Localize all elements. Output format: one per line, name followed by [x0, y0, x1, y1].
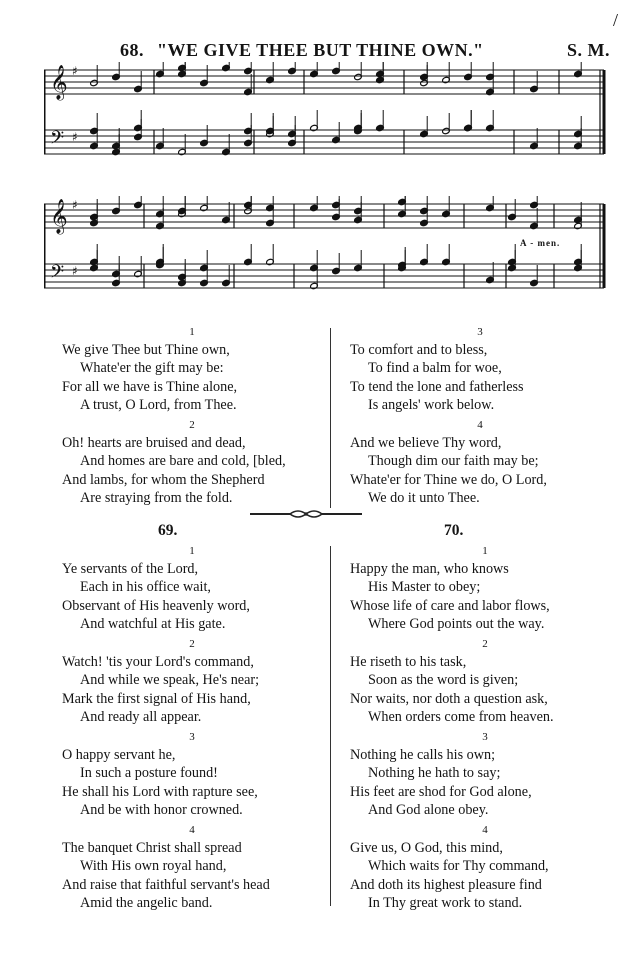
hymn-68-number: 68. [120, 40, 144, 60]
verse-line: And raise that faithful servant's head [62, 876, 270, 893]
stanza-number: 4 [477, 418, 483, 431]
column-divider-top [330, 328, 331, 508]
verse-line: Though dim our faith may be; [368, 453, 539, 470]
verse-line: Amid the angelic band. [80, 895, 213, 912]
verse-line: To tend the lone and fatherless [350, 378, 524, 395]
stanza-number: 3 [189, 730, 195, 743]
verse-line: He riseth to his task, [350, 653, 467, 670]
verse-line: When orders come from heaven. [368, 709, 554, 726]
verse-line: Whate'er the gift may be: [80, 360, 224, 377]
hymn-69-number: 69. [158, 522, 178, 539]
verse-line: Mark the first signal of His hand, [62, 690, 251, 707]
hymn-70-column [350, 541, 620, 913]
verse-line: Soon as the word is given; [368, 672, 519, 689]
hymn-68-title: "WE GIVE THEE BUT THINE OWN." [157, 40, 484, 60]
score-system-2-svg [44, 196, 610, 316]
column-divider-bottom [330, 546, 331, 906]
treble-clef: 𝄞 [50, 199, 68, 234]
verse-line: And ready all appear. [80, 709, 202, 726]
treble-clef: 𝄞 [50, 65, 68, 100]
hymn-69-column [62, 541, 322, 913]
stanza-number: 3 [477, 326, 483, 338]
verse-line: Ye servants of the Lord, [62, 560, 199, 577]
hymn-68-meter: S. M. [567, 40, 610, 60]
verse-line: A trust, O Lord, from Thee. [80, 397, 237, 414]
hymn-70-number: 70. [444, 522, 464, 539]
verse-line: And watchful at His gate. [80, 616, 226, 633]
bass-clef: 𝄢 [50, 262, 65, 287]
verse-line: For all we have is Thine alone, [62, 378, 238, 395]
verse-line: And we believe Thy word, [350, 434, 502, 451]
music-score-system-1 [44, 62, 610, 182]
stanza-number: 1 [482, 545, 488, 557]
verse-line: And be with honor crowned. [80, 802, 243, 819]
stanza-number: 2 [189, 418, 195, 431]
verse-line: We do it unto Thee. [368, 490, 480, 507]
key-signature: ♯ [72, 64, 78, 78]
verse-line: To find a balm for woe, [368, 360, 502, 377]
key-signature: ♯ [72, 130, 78, 144]
hymn-68-left-column [62, 322, 322, 508]
stanza-number: 3 [482, 730, 488, 743]
bass-clef: 𝄢 [50, 128, 65, 153]
verse-line: Whate'er for Thine we do, O Lord, [350, 471, 547, 488]
verse-line: Whose life of care and labor flows, [350, 597, 550, 614]
page-corner-mark: / [612, 10, 618, 30]
verse-line: Where God points out the way. [368, 616, 545, 633]
verse-line: O happy servant he, [62, 746, 176, 763]
verse-line: In such a posture found! [80, 765, 218, 782]
verse-line: His Master to obey; [368, 579, 481, 596]
verse-line: The banquet Christ shall spread [62, 839, 242, 856]
verse-line: Give us, O God, this mind, [350, 839, 503, 856]
verse-line: To comfort and to bless, [350, 341, 488, 358]
verse-line: And lambs, for whom the Shepherd [62, 471, 265, 488]
verse-line: Are straying from the fold. [80, 490, 233, 507]
verse-line: Watch! 'tis your Lord's command, [62, 653, 254, 670]
key-signature: ♯ [72, 198, 78, 212]
score-system-1-svg [44, 62, 610, 182]
verse-line: Nothing he hath to say; [368, 765, 501, 782]
stanza-number: 2 [189, 637, 195, 650]
ornament-divider [250, 504, 362, 524]
verse-line: We give Thee but Thine own, [62, 341, 230, 358]
verse-line: Nothing he calls his own; [350, 746, 496, 763]
stanza-number: 1 [189, 326, 195, 338]
verse-line: In Thy great work to stand. [368, 895, 523, 912]
verse-line: Is angels' work below. [368, 397, 495, 414]
music-score-system-2 [44, 196, 610, 316]
stanza-number: 2 [482, 637, 488, 650]
verse-line: He shall his Lord with rapture see, [62, 783, 258, 800]
verse-line: Oh! hearts are bruised and dead, [62, 434, 246, 451]
stanza-number: 4 [482, 823, 488, 836]
stanza-number: 4 [189, 823, 195, 836]
stanza-number: 1 [189, 545, 195, 557]
verse-line: And homes are bare and cold, [bled, [80, 453, 286, 470]
verse-line: Each in his office wait, [80, 579, 211, 596]
verse-line: Nor waits, nor doth a question ask, [350, 690, 548, 707]
verse-line: Happy the man, who knows [350, 560, 509, 577]
verse-line: And God alone obey. [368, 802, 489, 819]
amen-text: A - men. [520, 238, 561, 248]
verse-line: Which waits for Thy command, [368, 858, 549, 875]
key-signature: ♯ [72, 264, 78, 278]
hymn-68-heading [120, 40, 620, 61]
verse-line: With His own royal hand, [80, 858, 227, 875]
verse-line: And while we speak, He's near; [80, 672, 260, 689]
verse-line: Observant of His heavenly word, [62, 597, 250, 614]
hymn-68-right-column [350, 322, 610, 508]
verse-line: His feet are shod for God alone, [350, 783, 532, 800]
verse-line: And doth its highest pleasure find [350, 876, 542, 893]
